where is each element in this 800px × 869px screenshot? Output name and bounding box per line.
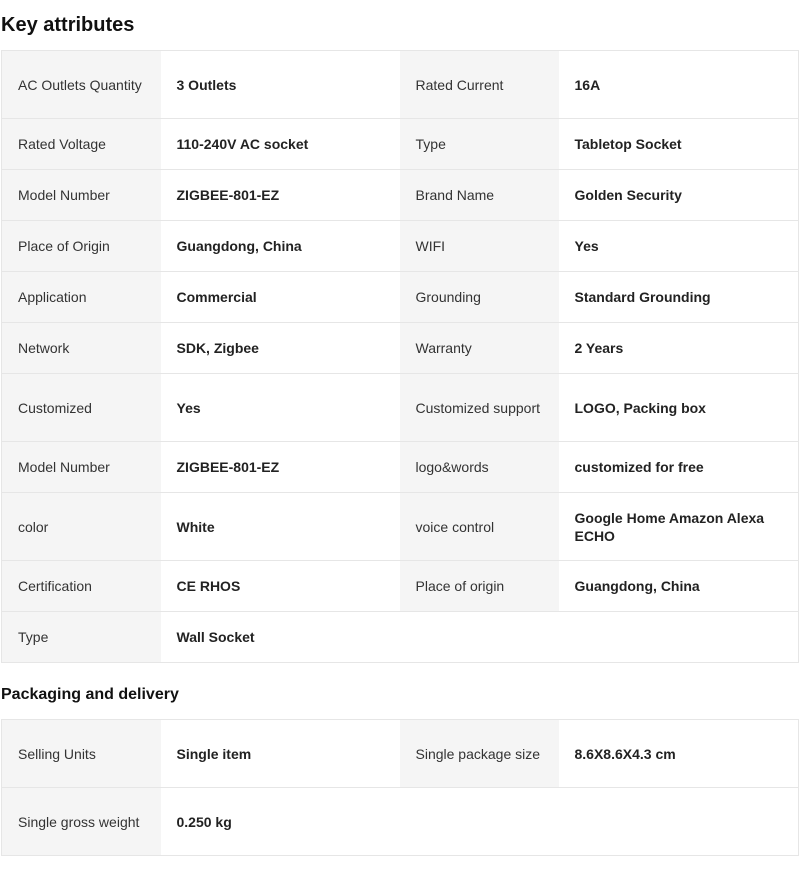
attribute-value: Yes xyxy=(161,374,400,442)
attribute-value: Guangdong, China xyxy=(559,561,799,612)
attribute-value: Tabletop Socket xyxy=(559,119,799,170)
attribute-value: Standard Grounding xyxy=(559,272,799,323)
table-row xyxy=(2,323,799,374)
attribute-value: SDK, Zigbee xyxy=(161,323,400,374)
attribute-value: 8.6X8.6X4.3 cm xyxy=(559,720,799,788)
attribute-value: Golden Security xyxy=(559,170,799,221)
attribute-value: ZIGBEE-801-EZ xyxy=(161,170,400,221)
attribute-value: 16A xyxy=(559,51,799,119)
empty-cell xyxy=(400,788,799,856)
attribute-value: 110-240V AC socket xyxy=(161,119,400,170)
key-attributes-table xyxy=(1,50,799,663)
attribute-label: Type xyxy=(2,612,161,663)
attribute-label: Model Number xyxy=(2,170,161,221)
table-row xyxy=(2,272,799,323)
attribute-label: Certification xyxy=(2,561,161,612)
attribute-value: ZIGBEE-801-EZ xyxy=(161,442,400,493)
empty-cell xyxy=(400,612,799,663)
attribute-value: Single item xyxy=(161,720,400,788)
attribute-value: 0.250 kg xyxy=(161,788,400,856)
attribute-value: 2 Years xyxy=(559,323,799,374)
table-row xyxy=(2,442,799,493)
attribute-value: Guangdong, China xyxy=(161,221,400,272)
table-row xyxy=(2,119,799,170)
attribute-label: Customized xyxy=(2,374,161,442)
table-row xyxy=(2,720,799,788)
attribute-label: Grounding xyxy=(400,272,559,323)
table-row xyxy=(2,493,799,561)
attribute-value: Yes xyxy=(559,221,799,272)
packaging-table xyxy=(1,719,799,856)
attribute-label: Application xyxy=(2,272,161,323)
attribute-label: Customized support xyxy=(400,374,559,442)
attribute-label: Type xyxy=(400,119,559,170)
attribute-label: Place of origin xyxy=(400,561,559,612)
attribute-label: Brand Name xyxy=(400,170,559,221)
key-attributes-title: Key attributes xyxy=(1,14,135,36)
attribute-value: White xyxy=(161,493,400,561)
attribute-value: CE RHOS xyxy=(161,561,400,612)
attribute-label: Rated Voltage xyxy=(2,119,161,170)
attribute-value: Commercial xyxy=(161,272,400,323)
table-row xyxy=(2,221,799,272)
attribute-label: Single package size xyxy=(400,720,559,788)
table-row xyxy=(2,788,799,856)
table-row xyxy=(2,51,799,119)
attribute-label: AC Outlets Quantity xyxy=(2,51,161,119)
attribute-label: Place of Origin xyxy=(2,221,161,272)
attribute-label: Single gross weight xyxy=(2,788,161,856)
attribute-label: Selling Units xyxy=(2,720,161,788)
attribute-value: Google Home Amazon Alexa ECHO xyxy=(559,493,799,561)
attribute-label: Network xyxy=(2,323,161,374)
table-row xyxy=(2,561,799,612)
attribute-label: color xyxy=(2,493,161,561)
attribute-label: Rated Current xyxy=(400,51,559,119)
attribute-value: Wall Socket xyxy=(161,612,400,663)
table-row xyxy=(2,170,799,221)
attribute-label: Model Number xyxy=(2,442,161,493)
attribute-value: 3 Outlets xyxy=(161,51,400,119)
attribute-label: Warranty xyxy=(400,323,559,374)
packaging-title: Packaging and delivery xyxy=(1,686,179,703)
attribute-value: LOGO, Packing box xyxy=(559,374,799,442)
table-row xyxy=(2,612,799,663)
attribute-label: WIFI xyxy=(400,221,559,272)
table-row xyxy=(2,374,799,442)
attribute-label: voice control xyxy=(400,493,559,561)
attribute-value: customized for free xyxy=(559,442,799,493)
attribute-label: logo&words xyxy=(400,442,559,493)
